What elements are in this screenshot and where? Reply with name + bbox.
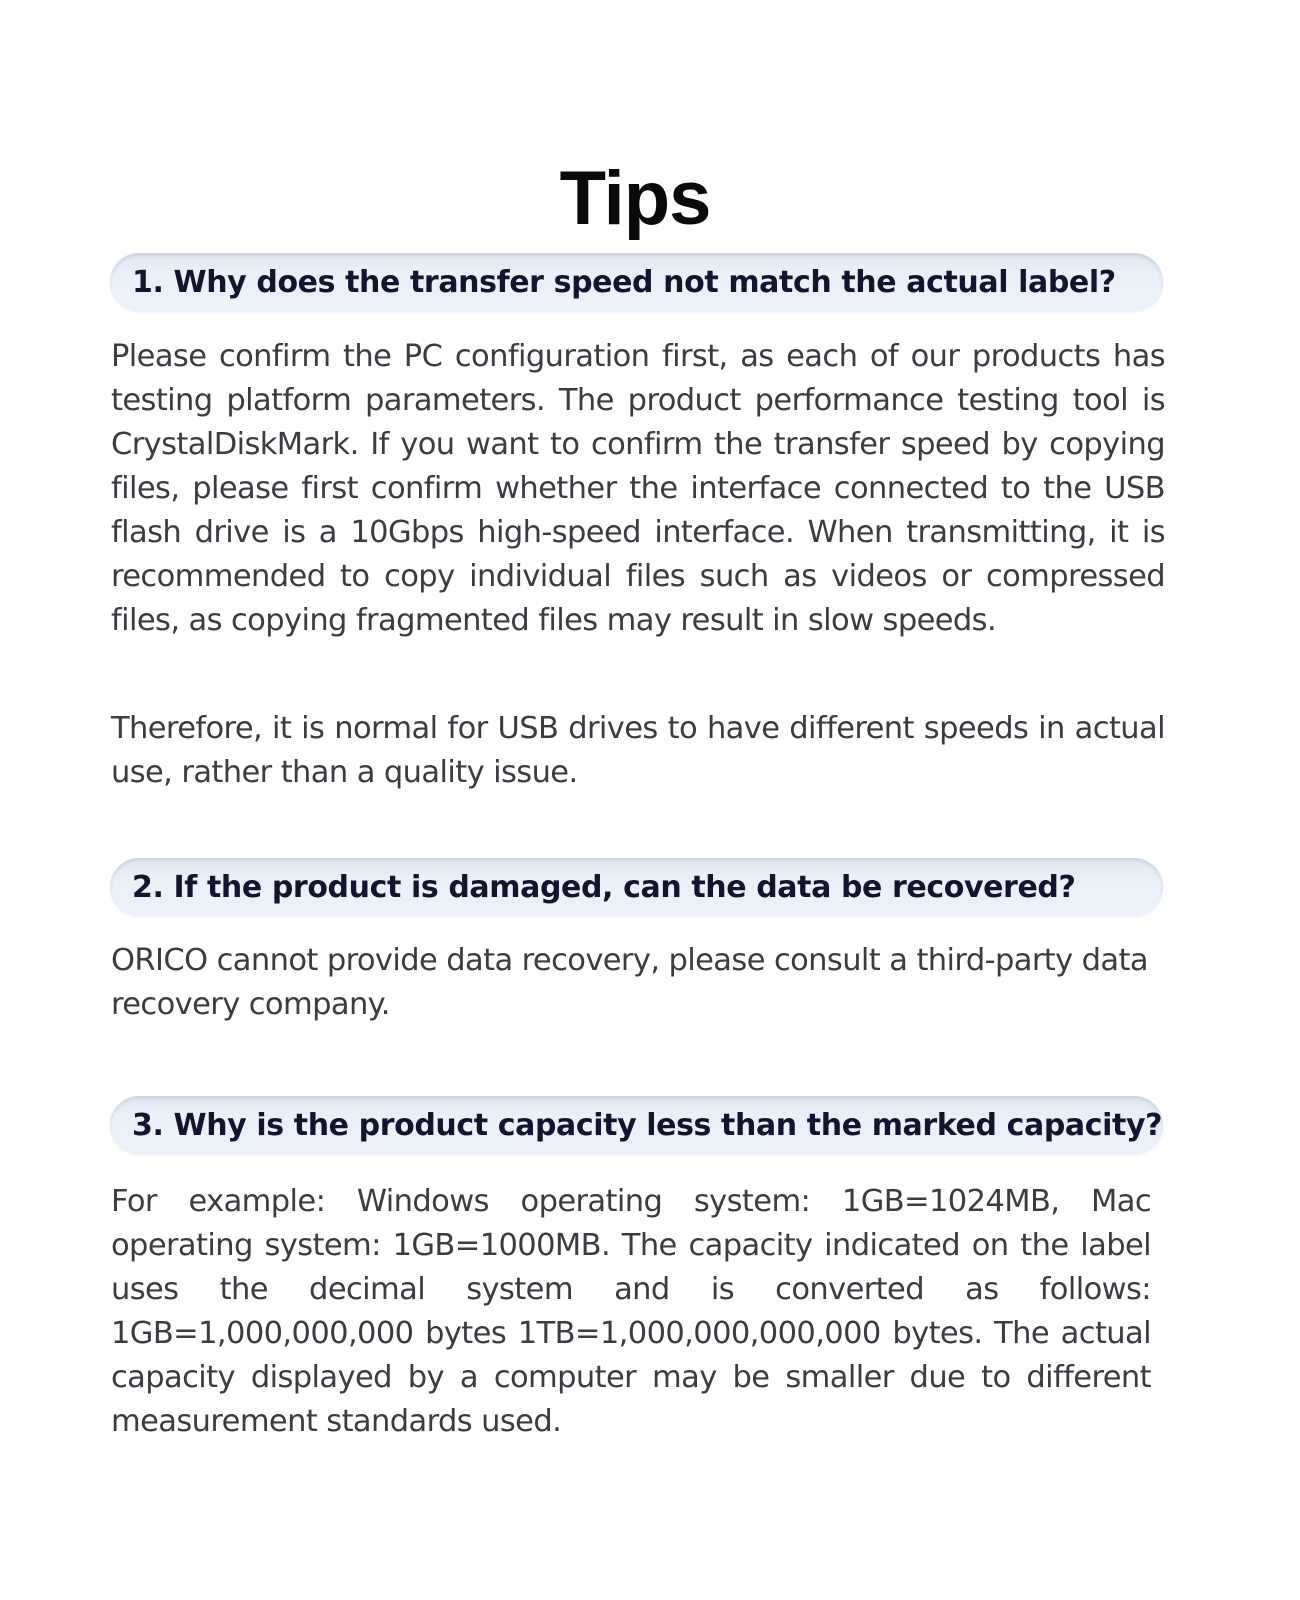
faq-question-3 <box>110 1096 1163 1154</box>
faq-answer-1-paragraph-2: Therefore, it is normal for USB drives to have different speeds in actual use, rather than a quality issue. <box>111 711 1165 790</box>
faq-answer-3-paragraph-1: For example: Windows operating system: 1GB=1024MB, Mac operating system: 1GB=1000MB. The capacity indicated on the label uses the decimal system and is converted as follows: 1GB=1,000,000,000 bytes 1TB=1,000,000,000,000 bytes. The actual capacity displayed by a computer may be smaller due to different measurement standards used. <box>111 1184 1151 1439</box>
faq-question-1 <box>110 253 1163 311</box>
faq-question-3-text: 3. Why is the product capacity less than the marked capacity? <box>132 1107 1163 1143</box>
faq-answer-1-paragraph-1: Please confirm the PC configuration first, as each of our products has testing platform parameters. The product performance testing tool is CrystalDiskMark. If you want to confirm the transfer speed by copying files, please first confirm whether the interface connected to the USB flash drive is a 10Gbps high-speed interface. When transmitting, it is recommended to copy individual files such as videos or compressed files, as copying fragmented files may result in slow speeds. <box>111 339 1165 638</box>
faq-question-1-text: 1. Why does the transfer speed not match the actual label? <box>132 264 1116 300</box>
faq-answer-2-paragraph-1: ORICO cannot provide data recovery, please consult a third-party data recovery company. <box>111 943 1148 1022</box>
faq-question-2-text: 2. If the product is damaged, can the data be recovered? <box>132 869 1076 905</box>
page-title: Tips <box>559 155 711 241</box>
faq-question-2 <box>110 858 1163 916</box>
